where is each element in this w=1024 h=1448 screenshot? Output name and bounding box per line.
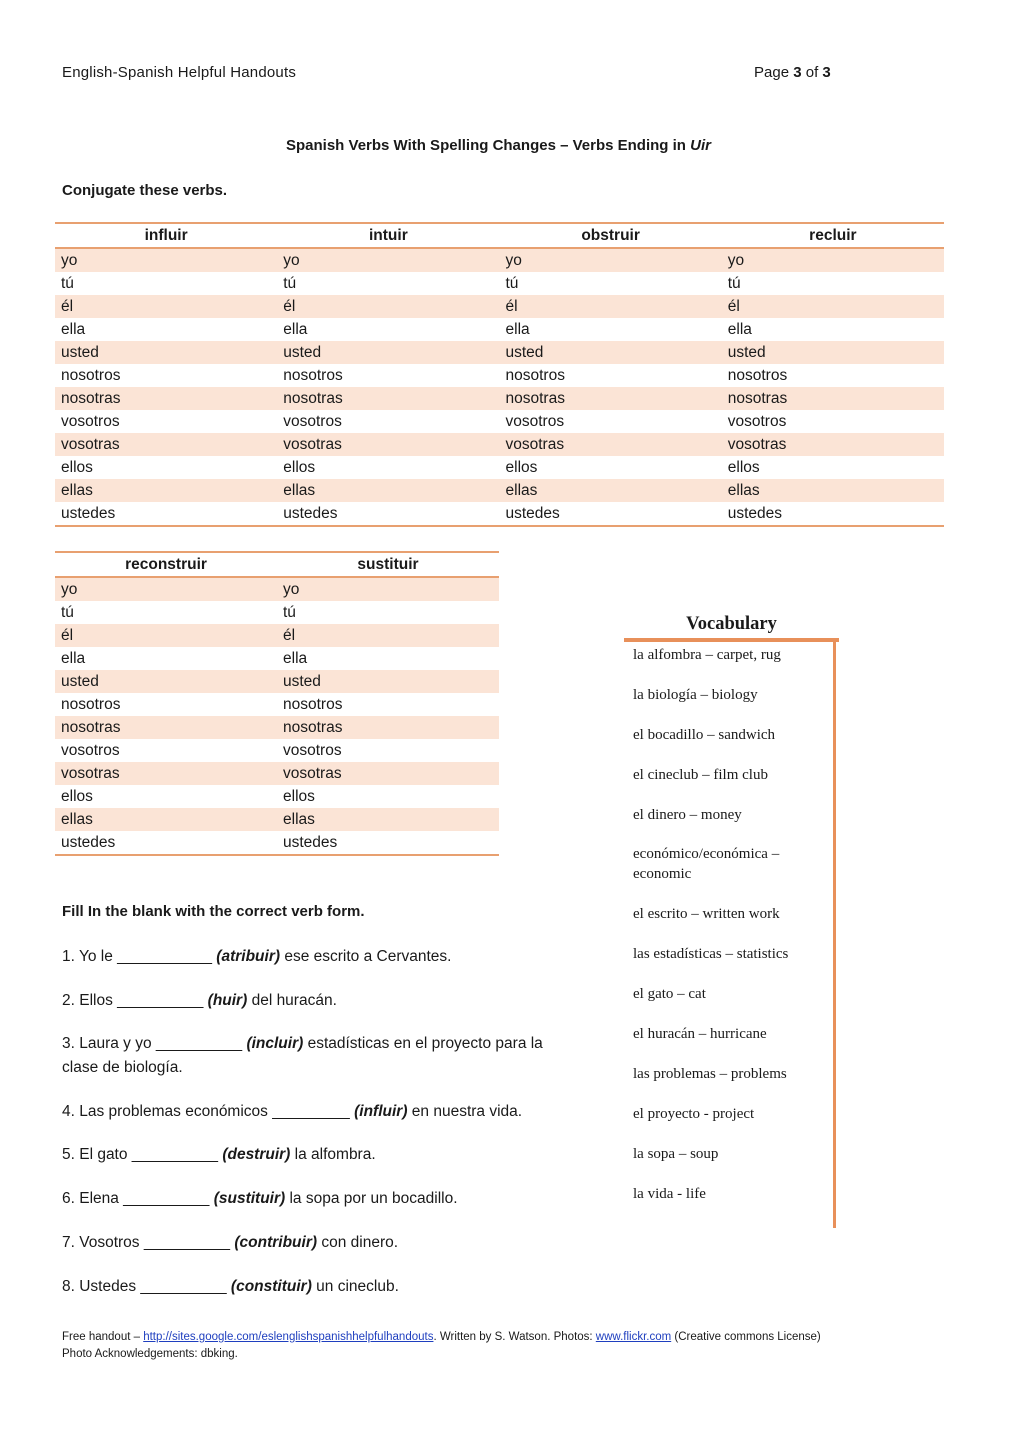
pronoun-cell: él bbox=[722, 295, 944, 318]
pronoun-cell: nosotros bbox=[61, 695, 121, 713]
vocabulary-item: las problemas – problems bbox=[633, 1066, 787, 1082]
question-verb: (constituir) bbox=[230, 1278, 312, 1295]
conjugation-table-1 bbox=[55, 222, 944, 527]
pronoun-cell: ellos bbox=[727, 458, 760, 476]
page-word: Page bbox=[754, 64, 790, 81]
question-text-after: la sopa por un bocadillo. bbox=[285, 1190, 458, 1207]
question-text-after: ese escrito a Cervantes. bbox=[280, 948, 452, 965]
table-row bbox=[55, 831, 499, 855]
question-item bbox=[62, 1275, 582, 1299]
vocabulary-item: la sopa – soup bbox=[633, 1146, 719, 1162]
pronoun-cell: usted bbox=[277, 341, 499, 364]
pronoun-cell: vosotras bbox=[277, 433, 499, 456]
pronoun-cell: tú bbox=[61, 603, 74, 621]
question-verb: (contribuir) bbox=[234, 1234, 318, 1251]
question-item bbox=[62, 945, 582, 969]
question-text: 7. Vosotros __________ bbox=[62, 1234, 235, 1251]
pronoun-cell: ellas bbox=[55, 808, 277, 831]
table-row bbox=[55, 364, 944, 387]
pronoun-cell: ellas bbox=[55, 479, 277, 502]
pronoun-cell: ellos bbox=[283, 458, 316, 476]
pronoun-cell: vosotros bbox=[727, 412, 787, 430]
pronoun-cell: ellas bbox=[722, 479, 944, 502]
question-text: 4. Las problemas económicos _________ bbox=[62, 1103, 355, 1120]
page-current: 3 bbox=[793, 64, 802, 81]
question-verb: (incluir) bbox=[246, 1035, 304, 1052]
vocabulary-item: el proyecto - project bbox=[633, 1106, 755, 1122]
question-verb: (sustituir) bbox=[213, 1190, 286, 1207]
question-text: 5. El gato __________ bbox=[62, 1146, 223, 1163]
footer-sites-link[interactable]: http://sites.google.com/eslenglishspanishhelpfulhandouts bbox=[143, 1331, 434, 1343]
pronoun-cell: vosotras bbox=[277, 762, 499, 785]
pronoun-cell: ella bbox=[727, 320, 752, 338]
pronoun-cell: nosotras bbox=[277, 716, 499, 739]
vocabulary-list bbox=[633, 645, 829, 1224]
pronoun-cell: vosotros bbox=[61, 741, 120, 759]
question-item bbox=[62, 1032, 582, 1080]
pronoun-cell: vosotros bbox=[283, 412, 342, 430]
table-row bbox=[55, 248, 944, 272]
table-header-row bbox=[55, 552, 499, 577]
verb-header: influir bbox=[55, 223, 277, 248]
pronoun-cell: usted bbox=[722, 341, 944, 364]
pronoun-cell: él bbox=[55, 624, 277, 647]
page-title bbox=[286, 137, 711, 154]
table-row bbox=[55, 433, 944, 456]
vocabulary-item: la alfombra – carpet, rug bbox=[633, 647, 781, 663]
table-row bbox=[55, 762, 499, 785]
pronoun-cell: tú bbox=[283, 603, 296, 621]
question-text-after: un cineclub. bbox=[311, 1278, 399, 1295]
pronoun-cell: él bbox=[55, 295, 277, 318]
question-verb: (destruir) bbox=[222, 1146, 291, 1163]
table-row bbox=[55, 785, 499, 808]
pronoun-cell: nosotros bbox=[283, 695, 343, 713]
pronoun-cell: nosotras bbox=[722, 387, 944, 410]
pronoun-cell: nosotros bbox=[61, 366, 121, 384]
pronoun-cell: ustedes bbox=[55, 502, 277, 526]
pronoun-cell: tú bbox=[505, 274, 519, 292]
vocabulary-item: el bocadillo – sandwich bbox=[633, 727, 776, 743]
question-item bbox=[62, 1231, 582, 1255]
verb-header: recluir bbox=[722, 223, 944, 248]
question-text-after: la alfombra. bbox=[290, 1146, 376, 1163]
pronoun-cell: tú bbox=[727, 274, 741, 292]
pronoun-cell: usted bbox=[55, 341, 277, 364]
pronoun-cell: ustedes bbox=[55, 831, 277, 855]
pronoun-cell: nosotros bbox=[505, 366, 565, 384]
table-row bbox=[55, 624, 499, 647]
question-text: 8. Ustedes __________ bbox=[62, 1278, 231, 1295]
vocabulary-title: Vocabulary bbox=[686, 614, 777, 634]
table-row bbox=[55, 341, 944, 364]
pronoun-cell: nosotras bbox=[277, 387, 499, 410]
pronoun-cell: yo bbox=[55, 248, 277, 272]
footer-line-1 bbox=[62, 1329, 962, 1346]
table-row bbox=[55, 272, 944, 295]
footer-prefix: Free handout – bbox=[62, 1331, 144, 1343]
vocabulary-item: el huracán – hurricane bbox=[633, 1026, 767, 1042]
question-text-after: del huracán. bbox=[247, 992, 337, 1009]
table-row bbox=[55, 295, 944, 318]
pronoun-cell: ellas bbox=[277, 479, 499, 502]
verb-header: intuir bbox=[277, 223, 499, 248]
pronoun-cell: vosotras bbox=[722, 433, 944, 456]
table-row bbox=[55, 647, 499, 670]
table-row bbox=[55, 387, 944, 410]
question-text-after: con dinero. bbox=[317, 1234, 399, 1251]
pronoun-cell: vosotros bbox=[61, 412, 120, 430]
pronoun-cell: ellas bbox=[277, 808, 499, 831]
pronoun-cell: usted bbox=[55, 670, 277, 693]
pronoun-cell: vosotros bbox=[283, 741, 342, 759]
table-row bbox=[55, 577, 499, 601]
pronoun-cell: nosotras bbox=[500, 387, 722, 410]
question-item bbox=[62, 1100, 582, 1124]
vocabulary-item: el cineclub – film club bbox=[633, 767, 768, 783]
table-row bbox=[55, 808, 499, 831]
table-row bbox=[55, 502, 944, 526]
table-row bbox=[55, 601, 499, 624]
pronoun-cell: vosotras bbox=[55, 762, 277, 785]
table-row bbox=[55, 456, 944, 479]
table-row bbox=[55, 739, 499, 762]
question-text-after: estadísticas en el proyecto para la clase de biología. bbox=[62, 1035, 543, 1076]
pronoun-cell: vosotros bbox=[505, 412, 565, 430]
table-row bbox=[55, 670, 499, 693]
pronoun-cell: ustedes bbox=[722, 502, 944, 526]
footer-suffix: (Creative commons License) bbox=[671, 1331, 821, 1343]
question-text: 2. Ellos __________ bbox=[62, 992, 208, 1009]
pronoun-cell: yo bbox=[722, 248, 944, 272]
conjugation-table-2 bbox=[55, 551, 499, 856]
pronoun-cell: nosotras bbox=[55, 716, 277, 739]
question-text: 1. Yo le ___________ bbox=[62, 948, 217, 965]
pronoun-cell: ustedes bbox=[277, 502, 499, 526]
footer-middle: . Written by S. Watson. Photos: bbox=[433, 1331, 596, 1343]
pronoun-cell: yo bbox=[55, 577, 277, 601]
pronoun-cell: ella bbox=[283, 320, 308, 338]
vocabulary-item: las estadísticas – statistics bbox=[633, 946, 789, 962]
pronoun-cell: yo bbox=[277, 577, 499, 601]
conjugate-instruction: Conjugate these verbs. bbox=[62, 182, 228, 199]
pronoun-cell: ellas bbox=[500, 479, 722, 502]
page-title-main: Spanish Verbs With Spelling Changes – Verbs Ending in bbox=[286, 137, 686, 154]
page-number bbox=[754, 64, 831, 81]
question-text-after: en nuestra vida. bbox=[407, 1103, 523, 1120]
pronoun-cell: usted bbox=[277, 670, 499, 693]
table-row bbox=[55, 716, 499, 739]
pronoun-cell: ellos bbox=[61, 458, 93, 476]
pronoun-cell: tú bbox=[61, 274, 74, 292]
pronoun-cell: vosotras bbox=[500, 433, 722, 456]
header-title: English-Spanish Helpful Handouts bbox=[62, 64, 297, 81]
pronoun-cell: nosotros bbox=[283, 366, 343, 384]
pronoun-cell: tú bbox=[283, 274, 297, 292]
pronoun-cell: nosotros bbox=[727, 366, 788, 384]
pronoun-cell: ellos bbox=[505, 458, 538, 476]
pronoun-cell: ella bbox=[61, 320, 86, 338]
vocabulary-item: económico/económica – economic bbox=[633, 846, 780, 882]
table-row bbox=[55, 479, 944, 502]
verb-header: obstruir bbox=[500, 223, 722, 248]
pronoun-cell: él bbox=[500, 295, 722, 318]
table-row bbox=[55, 318, 944, 341]
pronoun-cell: ustedes bbox=[277, 831, 499, 855]
question-item bbox=[62, 1143, 582, 1167]
question-verb: (influir) bbox=[354, 1103, 408, 1120]
footer bbox=[62, 1329, 962, 1363]
verb-header: sustituir bbox=[277, 552, 499, 577]
table-row bbox=[55, 693, 499, 716]
question-item bbox=[62, 989, 582, 1013]
table-header-row bbox=[55, 223, 944, 248]
pronoun-cell: ella bbox=[61, 649, 86, 667]
question-verb: (atribuir) bbox=[216, 948, 281, 965]
question-item bbox=[62, 1187, 582, 1211]
vocabulary-item: la vida - life bbox=[633, 1186, 706, 1202]
vocabulary-top-border bbox=[624, 638, 839, 642]
page-title-italic: Uir bbox=[690, 137, 711, 154]
pronoun-cell: nosotras bbox=[55, 387, 277, 410]
table-row bbox=[55, 410, 944, 433]
vocabulary-item: el gato – cat bbox=[633, 986, 706, 1002]
footer-flickr-link[interactable]: www.flickr.com bbox=[595, 1331, 672, 1343]
page-of: of bbox=[805, 64, 819, 81]
pronoun-cell: él bbox=[277, 295, 499, 318]
question-verb: (huir) bbox=[207, 992, 248, 1009]
pronoun-cell: ellos bbox=[61, 787, 93, 805]
question-text: 6. Elena __________ bbox=[62, 1190, 214, 1207]
vocabulary-item: el escrito – written work bbox=[633, 906, 780, 922]
pronoun-cell: vosotras bbox=[55, 433, 277, 456]
vocabulary-item: la biología – biology bbox=[633, 687, 758, 703]
pronoun-cell: yo bbox=[500, 248, 722, 272]
question-text: 3. Laura y yo __________ bbox=[62, 1035, 247, 1052]
pronoun-cell: ella bbox=[505, 320, 530, 338]
pronoun-cell: usted bbox=[500, 341, 722, 364]
vocabulary-item: el dinero – money bbox=[633, 807, 742, 823]
page-total: 3 bbox=[822, 64, 831, 81]
pronoun-cell: yo bbox=[277, 248, 499, 272]
pronoun-cell: ustedes bbox=[500, 502, 722, 526]
fill-in-title: Fill In the blank with the correct verb form. bbox=[62, 903, 365, 920]
footer-line-2: Photo Acknowledgements: dbking. bbox=[62, 1348, 238, 1360]
vocabulary-side-border bbox=[833, 642, 836, 1228]
pronoun-cell: ellos bbox=[283, 787, 315, 805]
pronoun-cell: ella bbox=[283, 649, 308, 667]
pronoun-cell: él bbox=[277, 624, 499, 647]
verb-header: reconstruir bbox=[55, 552, 277, 577]
